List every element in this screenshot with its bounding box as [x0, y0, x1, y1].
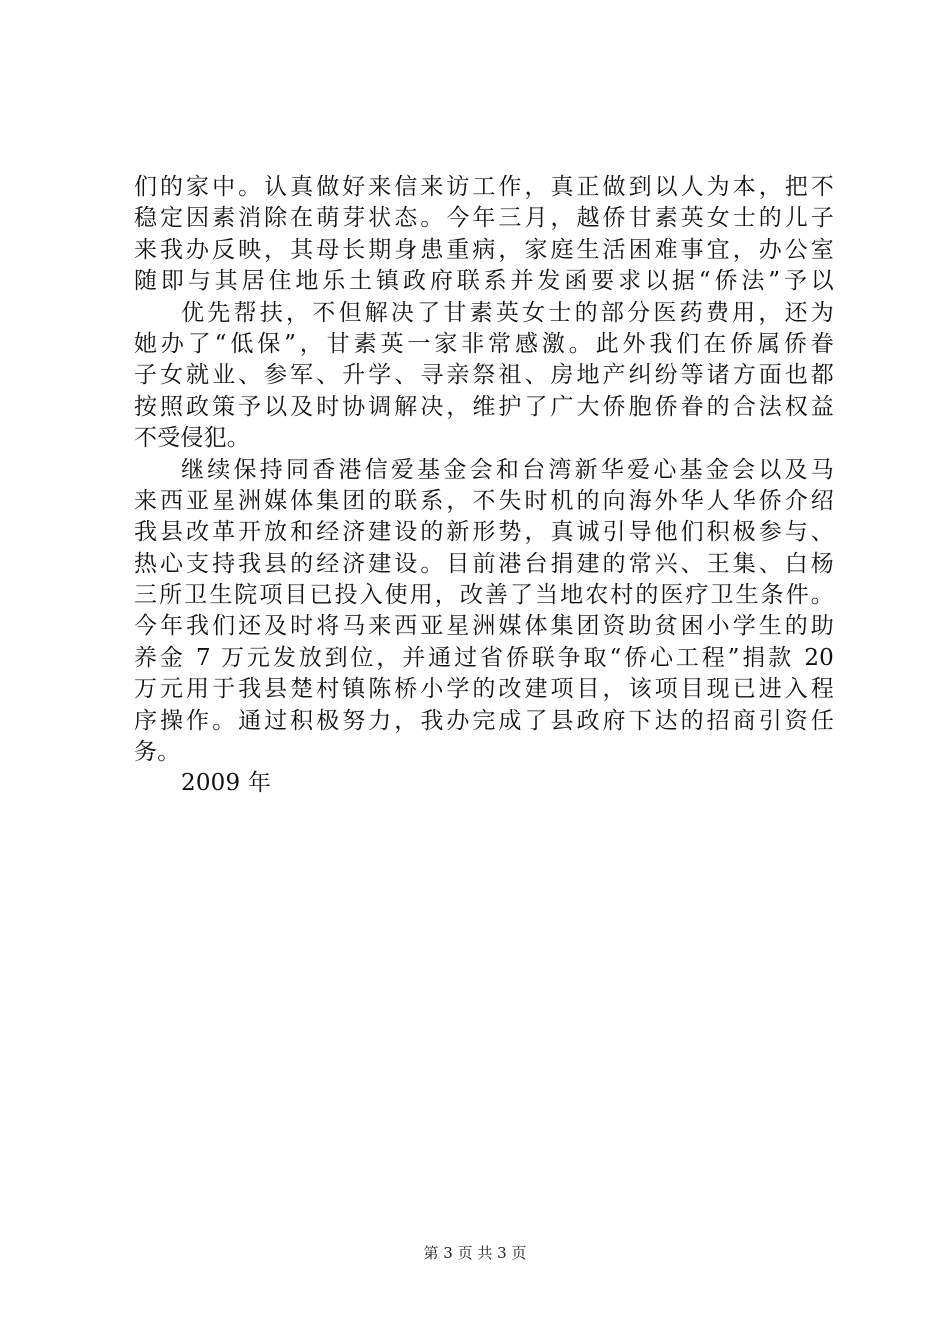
page-number: 第 3 页 共 3 页 — [423, 1244, 527, 1262]
page-footer — [0, 1243, 950, 1263]
text-line: 不受侵犯。 — [134, 425, 250, 452]
text-line: 随即与其居住地乐土镇政府联系并发函要求以据“侨法”予以 — [134, 268, 834, 295]
paragraph — [134, 298, 834, 455]
date-line: 2009 年 — [181, 770, 272, 797]
text-line: 三所卫生院项目已投入使用，改善了当地农村的医疗卫生条件。 — [134, 582, 834, 609]
text-line: 继续保持同香港信爱基金会和台湾新华爱心基金会以及马 — [181, 456, 834, 483]
text-line: 来西亚星洲媒体集团的联系，不失时机的向海外华人华侨介绍 — [134, 487, 834, 514]
text-line: 热心支持我县的经济建设。目前港台捐建的常兴、王集、白杨 — [134, 550, 834, 577]
text-line: 今年我们还及时将马来西亚星洲媒体集团资助贫困小学生的助 — [134, 613, 834, 640]
paragraph — [134, 768, 834, 799]
text-line: 序操作。通过积极努力，我办完成了县政府下达的招商引资任 — [134, 707, 834, 734]
text-line: 来我办反映，其母长期身患重病，家庭生活困难事宜，办公室 — [134, 236, 834, 263]
text-line: 优先帮扶，不但解决了甘素英女士的部分医药费用，还为 — [181, 299, 834, 326]
text-line: 务。 — [134, 739, 181, 766]
text-line: 我县改革开放和经济建设的新形势，真诚引导他们积极参与、 — [134, 519, 834, 546]
text-line: 们的家中。认真做好来信来访工作，真正做到以人为本，把不 — [134, 174, 834, 200]
paragraph — [134, 172, 834, 298]
text-line: 按照政策予以及时协调解决，维护了广大侨胞侨眷的合法权益 — [134, 393, 834, 420]
text-line: 万元用于我县楚村镇陈桥小学的改建项目，该项目现已进入程 — [134, 676, 834, 703]
text-line: 她办了“低保”，甘素英一家非常感激。此外我们在侨属侨眷 — [134, 330, 834, 357]
document-body — [134, 172, 834, 800]
text-line: 子女就业、参军、升学、寻亲祭祖、房地产纠纷等诸方面也都 — [134, 362, 834, 389]
text-line: 养金 7 万元发放到位，并通过省侨联争取“侨心工程”捐款 20 — [134, 644, 834, 671]
paragraph — [134, 455, 834, 769]
text-line: 稳定因素消除在萌芽状态。今年三月，越侨甘素英女士的儿子 — [134, 205, 834, 232]
